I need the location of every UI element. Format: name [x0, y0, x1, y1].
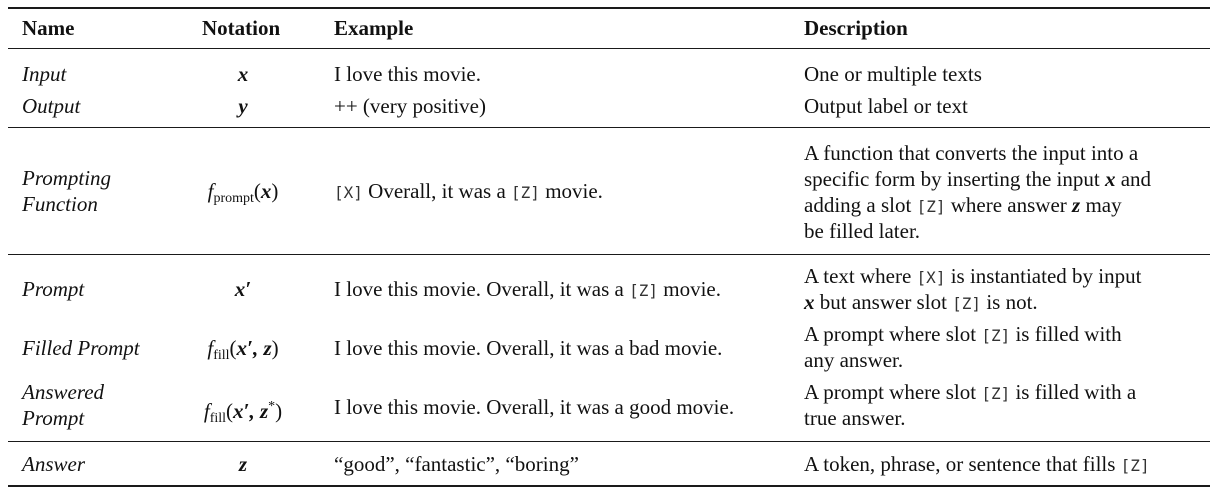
row-answered-prompt-desc-line1: A prompt where slot [Z] is filled with a — [804, 380, 1137, 404]
row-filled-prompt-desc-line2: any answer. — [804, 348, 904, 372]
row-prompting-function-notation: $f_{prompt}(x)$ — [207, 179, 279, 206]
header-rule — [8, 48, 1210, 49]
row-prompting-function-example: [X] Overall, it was a [Z] movie. — [334, 179, 603, 203]
row-divider-3 — [8, 441, 1210, 442]
row-output-name: Output — [22, 94, 81, 118]
row-input-description: One or multiple texts — [804, 62, 982, 86]
row-answered-prompt-desc-line2: true answer. — [804, 406, 906, 430]
row-input-notation: x — [237, 62, 249, 86]
row-divider-2 — [8, 254, 1210, 255]
row-input-example: I love this movie. — [334, 62, 481, 86]
row-filled-prompt-desc-line1: A prompt where slot [Z] is filled with — [804, 322, 1122, 346]
row-answered-prompt-example: I love this movie. Overall, it was a good movie. — [334, 395, 735, 419]
row-prompting-function-name-line2: Function — [22, 192, 98, 216]
row-filled-prompt-name: Filled Prompt — [22, 336, 140, 360]
row-prompting-function-desc-line3: adding a slot [Z] where answer z may — [804, 193, 1122, 217]
row-prompting-function-desc-line4: be filled later. — [804, 219, 921, 243]
row-output-description: Output label or text — [804, 94, 968, 118]
slot-z: [Z] — [511, 183, 540, 202]
row-divider-1 — [8, 127, 1210, 128]
row-answered-prompt-name-line1: Answered — [22, 380, 105, 404]
header-notation: Notation — [202, 16, 281, 40]
row-answered-prompt-name-line2: Prompt — [22, 406, 85, 430]
row-answer-notation: z — [238, 452, 248, 476]
row-answered-prompt-notation: $f_{fill}(x'$, z*) — [203, 399, 283, 426]
row-prompting-function-name-line1: Prompting — [22, 166, 112, 190]
row-output-notation: y — [238, 94, 248, 118]
slot-x: [X] — [334, 183, 363, 202]
header-example: Example — [334, 16, 414, 40]
bottom-rule — [8, 485, 1210, 487]
row-input-name: Input — [22, 62, 67, 86]
row-prompt-name: Prompt — [22, 277, 85, 301]
row-prompting-function-desc-line1: A function that converts the input into a — [804, 141, 1139, 165]
row-output-example: ++ (very positive) — [334, 94, 486, 118]
row-filled-prompt-example: I love this movie. Overall, it was a bad movie. — [334, 336, 723, 360]
row-prompt-desc-line2: x but answer slot [Z] is not. — [804, 290, 1038, 314]
row-prompt-notation: x′ — [234, 277, 252, 301]
row-filled-prompt-notation: $f_{fill}(x'$, z) — [207, 336, 279, 363]
row-prompting-function-desc-line2: specific form by inserting the input x and — [804, 167, 1152, 191]
header-name: Name — [22, 16, 75, 40]
row-prompt-example: I love this movie. Overall, it was a [Z] movie. — [334, 277, 722, 301]
row-prompt-desc-line1: A text where [X] is instantiated by input — [804, 264, 1142, 288]
row-answer-name: Answer — [22, 452, 85, 476]
row-answer-description: A token, phrase, or sentence that fills [Z] — [804, 452, 1150, 476]
top-rule — [8, 7, 1210, 9]
row-answer-example: “good”, “fantastic”, “boring” — [334, 452, 579, 476]
header-description: Description — [804, 16, 908, 40]
